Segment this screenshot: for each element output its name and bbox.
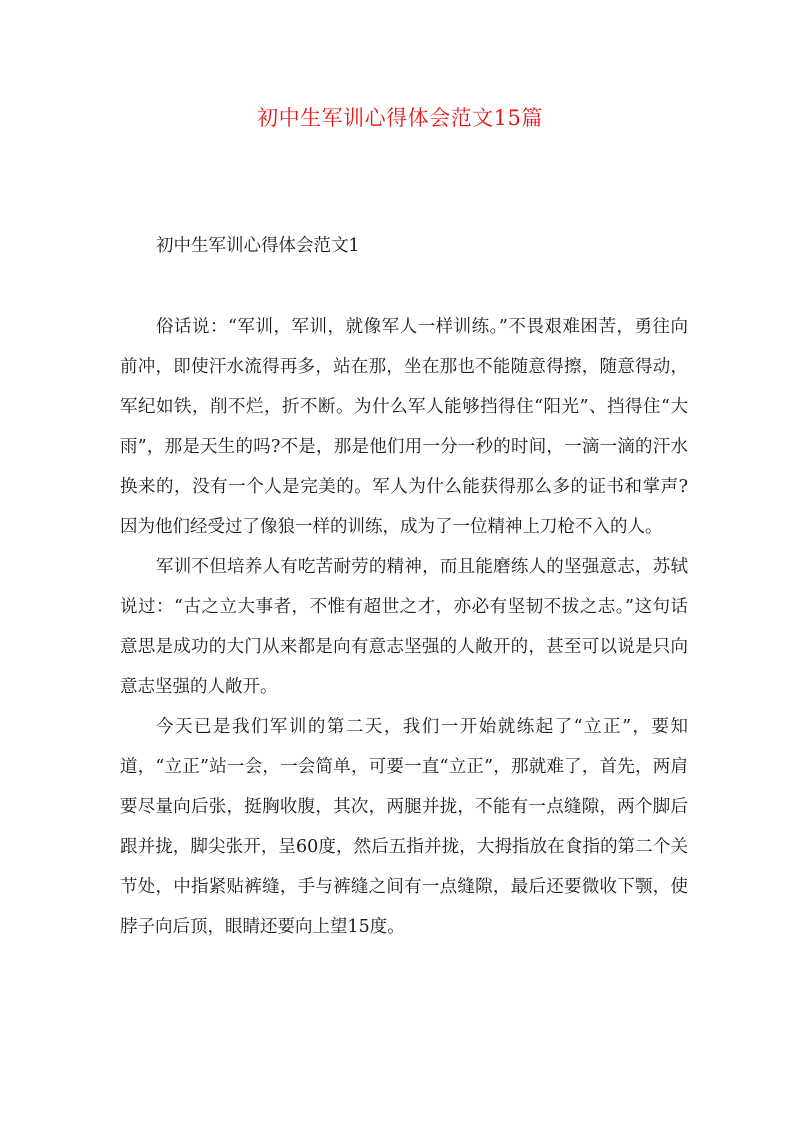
document-body (120, 226, 688, 947)
paragraph-2: 军训不但培养人有吃苦耐劳的精神，而且能磨练人的坚强意志，苏轼说过：“古之立大事者，不惟有超世之才，亦必有坚韧不拔之志。”这句话意思是成功的大门从来都是向有意志坚强的人敞开的，甚至可以说是只向意志坚强的人敞开。 (120, 557, 688, 697)
spacer (120, 266, 688, 307)
paragraph-1: 俗话说：“军训，军训，就像军人一样训练。”不畏艰难困苦，勇往向前冲，即使汗水流得再多，站在那，坐在那也不能随意得擦，随意得动，军纪如铁，削不烂，折不断。为什么军人能够挡得住“阳光”、挡得住“大雨”，那是天生的吗?不是，那是他们用一分一秒的时间，一滴一滴的汗水换来的，没有一个人是完美的。军人为什么能获得那么多的证书和掌声?因为他们经受过了像狼一样的训练，成为了一位精神上刀枪不入的人。 (120, 317, 688, 537)
document-title: 初中生军训心得体会范文15篇 (257, 106, 543, 130)
paragraph-3: 今天已是我们军训的第二天，我们一开始就练起了“立正”，要知道，“立正”站一会，一会简单，可要一直“立正”，那就难了，首先，两肩要尽量向后张，挺胸收腹，其次，两腿并拢，不能有一点缝隙，两个脚后跟并拢，脚尖张开，呈60度，然后五指并拢，大拇指放在食指的第二个关节处，中指紧贴裤缝，手与裤缝之间有一点缝隙，最后还要微收下颚，使脖子向后顶，眼睛还要向上望15度。 (120, 717, 688, 937)
section-heading: 初中生军训心得体会范文1 (156, 236, 360, 256)
